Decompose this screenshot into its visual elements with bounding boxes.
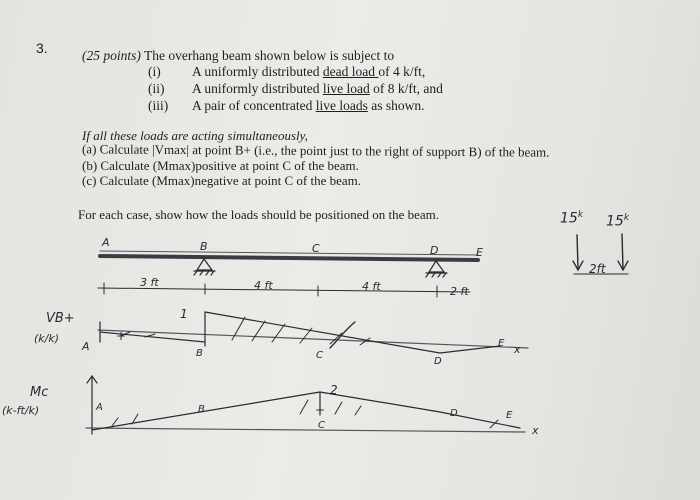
shear-il-point-B: B [196,348,203,359]
moment-il-sign: + [315,403,326,417]
beam-point-D: D [430,244,439,257]
shear-il-point-C: C [316,350,323,361]
intro-text: The overhang beam shown below is subject to [140,48,395,63]
beam-point-E: E [476,246,483,259]
shear-il-title: VB+ [46,311,75,326]
question-number: 3. [36,40,48,56]
load-text: A pair of concentrated [192,98,316,113]
part-b: (b) Calculate (Mmax)positive at point C of the beam. [82,158,359,173]
part-c: (c) Calculate (Mmax)negative at point C of the beam. [82,173,362,188]
load-2-value: 15$^k$ [606,213,630,230]
moment-il-point-C: C [318,420,325,431]
support-B [194,259,215,275]
beam-point-C: C [312,242,320,255]
moment-influence-line [86,376,525,434]
beam-labels [101,236,483,298]
load-text-end: of 4 k/ft, [378,64,426,79]
span-AB: 3 ft [140,276,159,289]
load-underlined: live loads [315,98,368,113]
shear-il-x: x [514,343,521,356]
part-a: (a) Calculate |Vmax| at point B+ (i.e., the point just to the right of support B) of the beam. [81,141,550,160]
load-text: A uniformly distributed [192,64,323,79]
shear-il-unit: (k/k) [34,332,60,345]
load-underlined: dead load [322,64,379,79]
load-arrow-1 [573,235,583,270]
load-num: (ii) [148,81,165,96]
moment-il-point-D: D [450,408,458,419]
points-label: (25 points) [82,48,141,63]
moment-il-unit: (k-ft/k) [2,404,40,417]
beam-point-B: B [200,240,208,253]
span-DE: 2 ft [450,285,469,298]
simultaneous-text: If all these loads are acting simultaneously, [82,128,308,143]
load-num: (i) [148,64,161,79]
load-underlined: live load [322,81,370,96]
shear-il-value: 1 [180,307,188,321]
load-text-end: of 8 k/ft, and [369,81,443,96]
shear-il-point-D: D [434,356,442,367]
load-num: (iii) [148,98,169,113]
support-D [426,261,447,277]
moment-il-x: x [532,424,539,437]
instruction-text: For each case, show how the loads should be positioned on the beam. [78,207,440,222]
moment-il-point-A: A [96,402,103,413]
load-spacing: 2ft [589,262,606,276]
shear-influence-line [98,312,528,353]
span-CD: 4 ft [362,280,381,293]
moment-il-value: 2 [330,383,338,397]
load-text-end: as shown. [367,98,425,113]
moment-il-point-B: B [198,404,205,415]
span-BC: 4 ft [254,279,273,292]
load-arrow-2 [618,234,628,270]
load-1-value: 15$^k$ [560,210,584,227]
moment-il-point-E: E [506,410,513,421]
moment-il-labels [2,383,539,437]
beam [100,251,478,260]
beam-point-A: A [102,236,110,249]
shear-il-sign: + [116,329,127,343]
load-text: A uniformly distributed [192,81,323,96]
shear-il-point-A: A [82,340,90,353]
shear-il-point-E: E [498,338,505,349]
moment-il-title: Mc [30,385,49,400]
